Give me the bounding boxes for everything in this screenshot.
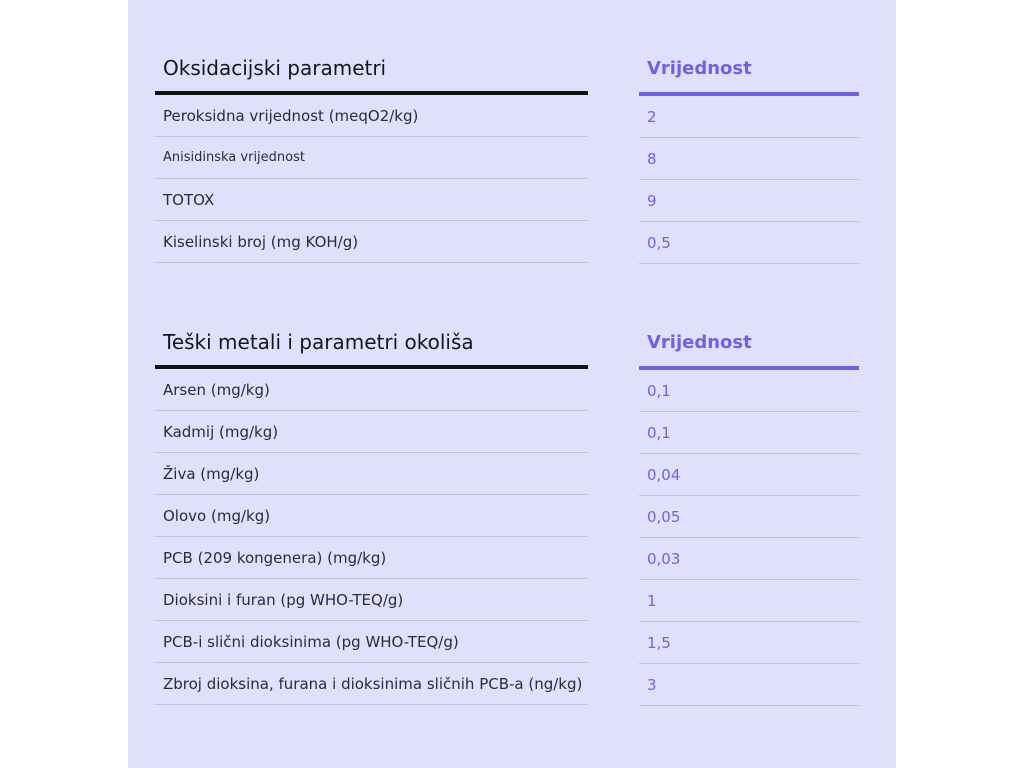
parameter-value: 1 — [647, 591, 657, 610]
parameter-label: Olovo (mg/kg) — [163, 506, 271, 525]
metals-title: Teški metali i parametri okoliša — [155, 318, 588, 369]
parameter-label: Dioksini i furan (pg WHO-TEQ/g) — [163, 590, 404, 609]
table-row — [155, 95, 588, 137]
parameter-label: Anisidinska vrijednost — [163, 149, 305, 165]
parameter-label: Arsen (mg/kg) — [163, 380, 270, 399]
table-row — [155, 579, 588, 621]
table-row — [155, 137, 588, 179]
metals-parameter-column — [155, 318, 588, 705]
parameter-value: 3 — [647, 675, 657, 694]
table-row — [639, 138, 859, 180]
parameter-label: Peroksidna vrijednost (meqO2/kg) — [163, 106, 419, 125]
table-row — [155, 411, 588, 453]
table-row — [155, 369, 588, 411]
table-row — [639, 496, 859, 538]
table-row — [155, 179, 588, 221]
parameter-label: Kadmij (mg/kg) — [163, 422, 279, 441]
table-row — [155, 621, 588, 663]
parameter-value: 0,1 — [647, 381, 671, 400]
parameter-value: 0,04 — [647, 465, 681, 484]
parameter-value: 0,1 — [647, 423, 671, 442]
parameter-value: 9 — [647, 191, 657, 210]
parameter-label: PCB (209 kongenera) (mg/kg) — [163, 548, 387, 567]
table-row — [639, 538, 859, 580]
parameter-value: 0,03 — [647, 549, 681, 568]
table-row — [639, 370, 859, 412]
table-row — [639, 664, 859, 706]
parameter-value: 1,5 — [647, 633, 671, 652]
parameter-label: PCB-i slični dioksinima (pg WHO-TEQ/g) — [163, 632, 459, 651]
table-row — [639, 580, 859, 622]
parameter-label: TOTOX — [163, 190, 215, 209]
metals-value-header: Vrijednost — [639, 318, 859, 370]
oxidation-value-header: Vrijednost — [639, 44, 859, 96]
parameter-label: Zbroj dioksina, furana i dioksinima sličnih PCB-a (ng/kg) — [163, 674, 583, 693]
table-row — [155, 663, 588, 705]
oxidation-parameter-column — [155, 44, 588, 263]
content-panel — [128, 0, 896, 768]
oxidation-value-column — [639, 44, 859, 264]
table-row — [155, 453, 588, 495]
parameter-label: Kiselinski broj (mg KOH/g) — [163, 232, 359, 251]
parameter-label: Živa (mg/kg) — [163, 464, 260, 483]
table-row — [155, 537, 588, 579]
table-row — [639, 96, 859, 138]
parameter-value: 8 — [647, 149, 657, 168]
table-row — [639, 622, 859, 664]
parameter-value: 0,5 — [647, 233, 671, 252]
parameter-value: 2 — [647, 107, 657, 126]
table-row — [639, 180, 859, 222]
metals-value-column — [639, 318, 859, 706]
table-row — [639, 222, 859, 264]
oxidation-title: Oksidacijski parametri — [155, 44, 588, 95]
table-row — [155, 221, 588, 263]
table-row — [155, 495, 588, 537]
table-row — [639, 412, 859, 454]
table-row — [639, 454, 859, 496]
parameter-value: 0,05 — [647, 507, 681, 526]
